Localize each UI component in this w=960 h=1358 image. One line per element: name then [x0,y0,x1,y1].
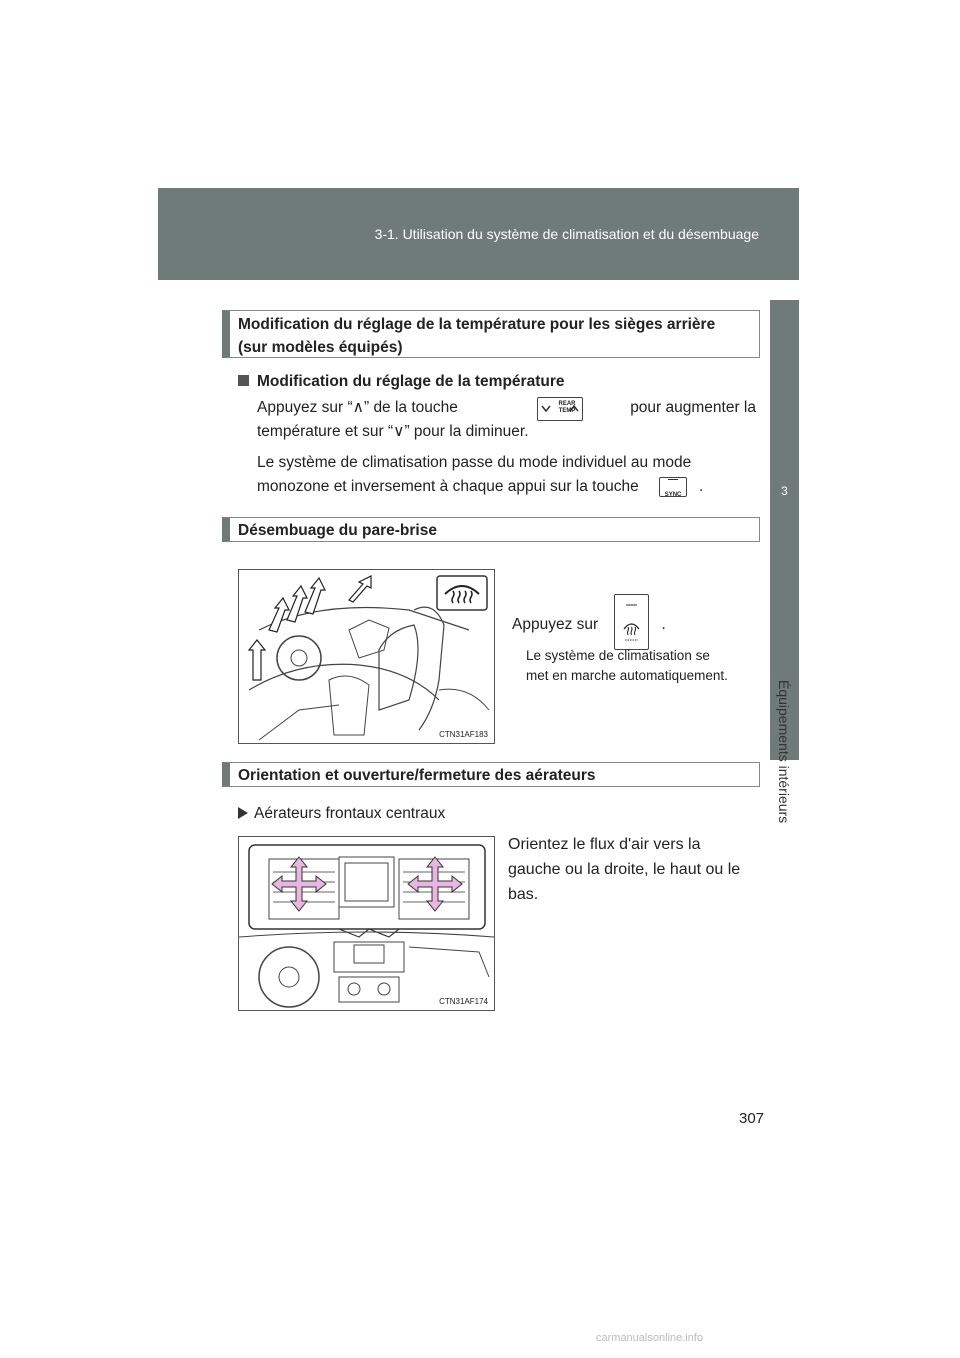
defog-button-icon [614,594,649,650]
appuyez-period: . [661,616,666,633]
section-heading-line1: Modification du réglage de la température pour les sièges arrière [238,316,716,333]
page-number: 307 [739,1110,765,1127]
bullet-text: Aérateurs frontaux centraux [254,805,446,822]
section-heading-line2: (sur modèles équipés) [238,339,403,356]
vents-desc-line2: gauche ou la droite, le haut ou le [508,861,741,878]
para2-text: monozone et inversement à chaque appui sur la touche [257,478,639,495]
footer-watermark: carmanualsonline.info [596,1332,704,1344]
para1-line2: température et sur “∨” pour la diminuer. [257,423,529,440]
bullet-front-center-vents [238,802,445,826]
side-tab-number: 3 [781,484,788,498]
figure-center-vents [238,836,495,1011]
sync-label: SYNC [664,491,682,498]
rear-temp-label: REAR TEMP [558,401,576,414]
square-bullet-icon [238,375,249,386]
vents-desc-line3: bas. [508,886,539,903]
section-heading-vents: Orientation et ouverture/fermeture des aérateurs [222,762,760,787]
figure-code: CTN31AF183 [439,730,488,739]
section-heading-rear-temp [222,310,760,358]
para2-period: . [699,478,704,495]
para1-start: Appuyez sur “∧” de la touche [257,399,458,416]
chapter-header [158,188,799,280]
defog-instruction [512,594,666,650]
para1-end: pour augmenter la [630,399,756,416]
defog-note-line2: met en marche automatiquement. [526,668,728,683]
defog-note-line1: Le système de climatisation se [526,648,710,663]
sync-button-icon [659,477,687,497]
para2-line1: Le système de climatisation passe du mode individuel au mode [257,454,692,471]
rear-temp-button-icon [537,397,583,421]
subheading-text: Modification du réglage de la température [257,373,565,390]
para1-line1 [257,396,756,420]
vents-desc-line1: Orientez le flux d'air vers la [508,836,701,853]
para2-line2 [257,475,703,499]
appuyez-text: Appuyez sur [512,616,599,633]
figure-windshield-defog [238,569,495,744]
side-tab-label: Équipements intérieurs [776,680,792,824]
figure-code: CTN31AF174 [439,997,488,1006]
triangle-bullet-icon [238,807,248,819]
chapter-title: 3-1. Utilisation du système de climatisation et du désembuage [374,226,759,242]
section-heading-defog: Désembuage du pare-brise [222,517,760,542]
subheading [238,370,564,394]
